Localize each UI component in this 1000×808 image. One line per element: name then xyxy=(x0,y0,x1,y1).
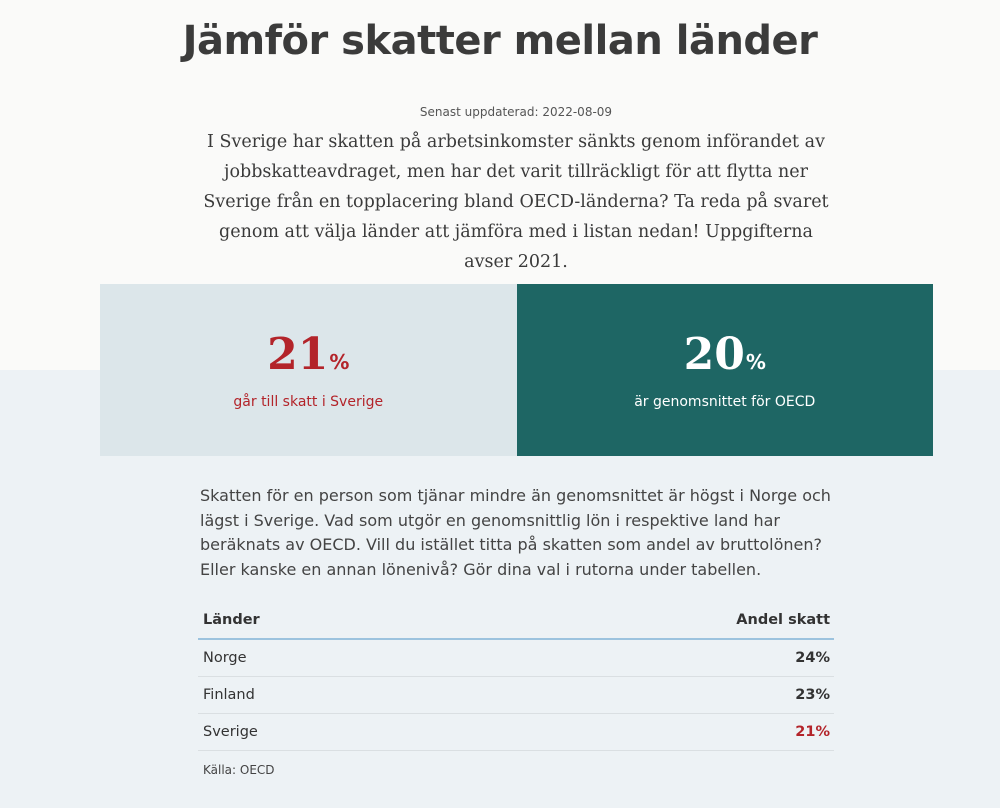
tax-share-cell: 24% xyxy=(795,650,830,666)
table-row xyxy=(198,677,834,714)
sweden-stat-value-wrap xyxy=(267,328,350,386)
sweden-stat-card xyxy=(100,284,517,456)
oecd-stat-card xyxy=(517,284,934,456)
stats-panel xyxy=(100,284,933,456)
sweden-stat-unit: % xyxy=(329,349,350,374)
column-header-tax-share[interactable]: Andel skatt xyxy=(736,612,830,628)
country-cell: Sverige xyxy=(203,724,258,740)
tax-share-cell: 21% xyxy=(795,724,830,740)
last-updated-text: Senast uppdaterad: 2022-08-09 xyxy=(419,105,613,119)
page-title: Jämför skatter mellan länder xyxy=(182,18,818,64)
tax-table xyxy=(198,602,834,751)
country-cell: Norge xyxy=(203,650,247,666)
oecd-stat-caption: är genomsnittet för OECD xyxy=(634,393,816,410)
oecd-stat-value-wrap xyxy=(683,328,766,386)
intro-paragraph: I Sverige har skatten på arbetsinkomster sänkts genom införandet av jobbskatteavdraget, men har det varit tillräckligt för att flytta ner Sverige från en topplacering bland OECD-länderna? Ta reda på svaret genom att välja länder att jämföra med i listan nedan! Uppgifterna avser 2021. xyxy=(203,132,829,272)
description-paragraph: Skatten för en person som tjänar mindre än genomsnittet är högst i Norge och lägst i Sverige. Vad som utgör en genomsnittlig lön i respektive land har beräknats av OECD. Vill du istället titta på skatten som andel av bruttolönen? Eller kanske en annan lönenivå? Gör dina val i rutorna under tabellen. xyxy=(200,486,831,579)
table-header xyxy=(198,602,834,640)
sweden-stat-value: 21 xyxy=(267,328,329,380)
tax-share-cell: 23% xyxy=(795,687,830,703)
source-note: Källa: OECD xyxy=(203,763,275,777)
table-row xyxy=(198,714,834,751)
country-cell: Finland xyxy=(203,687,255,703)
table-row xyxy=(198,640,834,677)
oecd-stat-unit: % xyxy=(745,349,766,374)
sweden-stat-caption: går till skatt i Sverige xyxy=(233,393,384,410)
oecd-stat-value: 20 xyxy=(683,328,745,380)
column-header-countries[interactable]: Länder xyxy=(203,612,260,628)
